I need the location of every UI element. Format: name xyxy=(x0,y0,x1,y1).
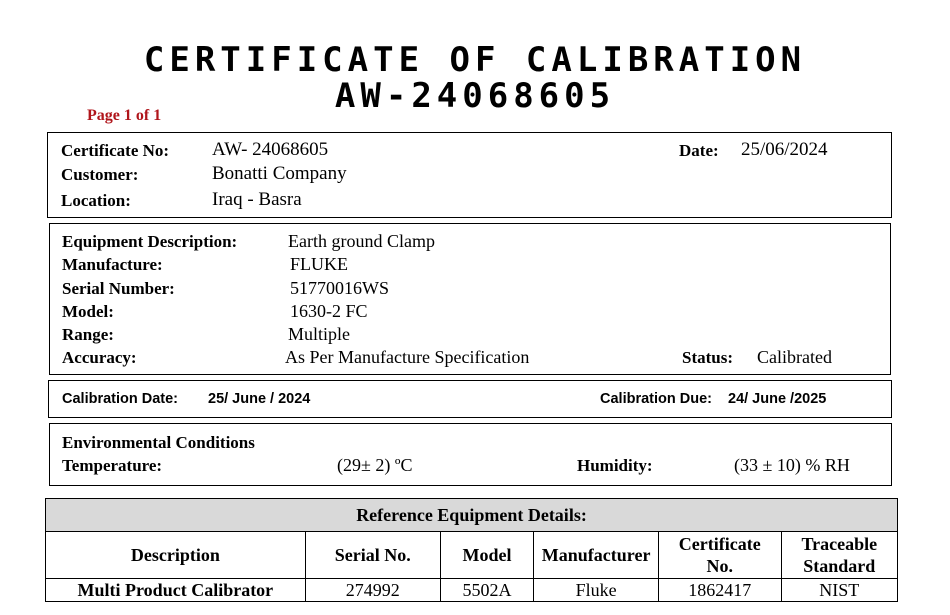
manufacture-value: FLUKE xyxy=(290,254,348,274)
col-header-manufacturer: Manufacturer xyxy=(534,532,659,579)
col-header-certificate xyxy=(658,532,781,579)
customer-label: Customer: xyxy=(61,165,139,184)
humidity-value: (33 ± 10) % RH xyxy=(734,455,850,475)
serial-number-value: 51770016WS xyxy=(290,278,389,298)
reference-table-title: Reference Equipment Details: xyxy=(46,499,898,532)
col-header-certificate-line1: Certificate xyxy=(678,534,761,554)
col-header-traceable xyxy=(781,532,897,579)
equipment-description-value: Earth ground Clamp xyxy=(288,231,435,251)
environment-heading: Environmental Conditions xyxy=(62,433,255,452)
col-header-traceable-line2: Standard xyxy=(803,556,876,576)
range-value: Multiple xyxy=(288,324,350,344)
date-value: 25/06/2024 xyxy=(741,139,828,160)
calibration-due-label: Calibration Due: xyxy=(600,391,712,407)
calibration-date-label: Calibration Date: xyxy=(62,391,179,407)
location-label: Location: xyxy=(61,191,131,210)
location-value: Iraq - Basra xyxy=(212,189,302,210)
reference-equipment-table xyxy=(45,498,898,602)
temperature-value: (29± 2) ºC xyxy=(337,455,413,475)
cert-no-label: Certificate No: xyxy=(61,141,170,160)
model-value: 1630-2 FC xyxy=(290,301,368,321)
accuracy-value: As Per Manufacture Specification xyxy=(285,347,530,367)
col-header-traceable-line1: Traceable xyxy=(801,534,878,554)
date-label: Date: xyxy=(679,141,719,160)
certificate-title: CERTIFICATE OF CALIBRATION xyxy=(143,40,807,80)
col-header-serial: Serial No. xyxy=(305,532,440,579)
equipment-description-label: Equipment Description: xyxy=(62,232,238,251)
temperature-label: Temperature: xyxy=(62,456,163,475)
calibration-due-value: 24/ June /2025 xyxy=(728,391,827,407)
row-certificate: 1862417 xyxy=(658,579,781,602)
accuracy-label: Accuracy: xyxy=(62,348,137,367)
serial-number-label: Serial Number: xyxy=(62,279,175,298)
row-traceable: NIST xyxy=(781,579,897,602)
row-manufacturer: Fluke xyxy=(534,579,659,602)
cert-no-value: AW- 24068605 xyxy=(212,139,329,160)
model-label: Model: xyxy=(62,302,114,321)
row-description: Multi Product Calibrator xyxy=(46,579,306,602)
table-row xyxy=(46,579,898,602)
col-header-certificate-line2: No. xyxy=(706,556,734,576)
status-value: Calibrated xyxy=(757,347,832,367)
customer-value: Bonatti Company xyxy=(212,163,347,184)
manufacture-label: Manufacture: xyxy=(62,255,163,274)
row-model: 5502A xyxy=(440,579,534,602)
col-header-description: Description xyxy=(46,532,306,579)
calibration-date-value: 25/ June / 2024 xyxy=(208,391,311,407)
row-serial: 274992 xyxy=(305,579,440,602)
range-label: Range: xyxy=(62,325,114,344)
humidity-label: Humidity: xyxy=(577,456,653,475)
status-label: Status: xyxy=(682,348,734,367)
page-indicator: Page 1 of 1 xyxy=(87,107,162,124)
certificate-number-title: AW-24068605 xyxy=(334,76,616,116)
col-header-model: Model xyxy=(440,532,534,579)
